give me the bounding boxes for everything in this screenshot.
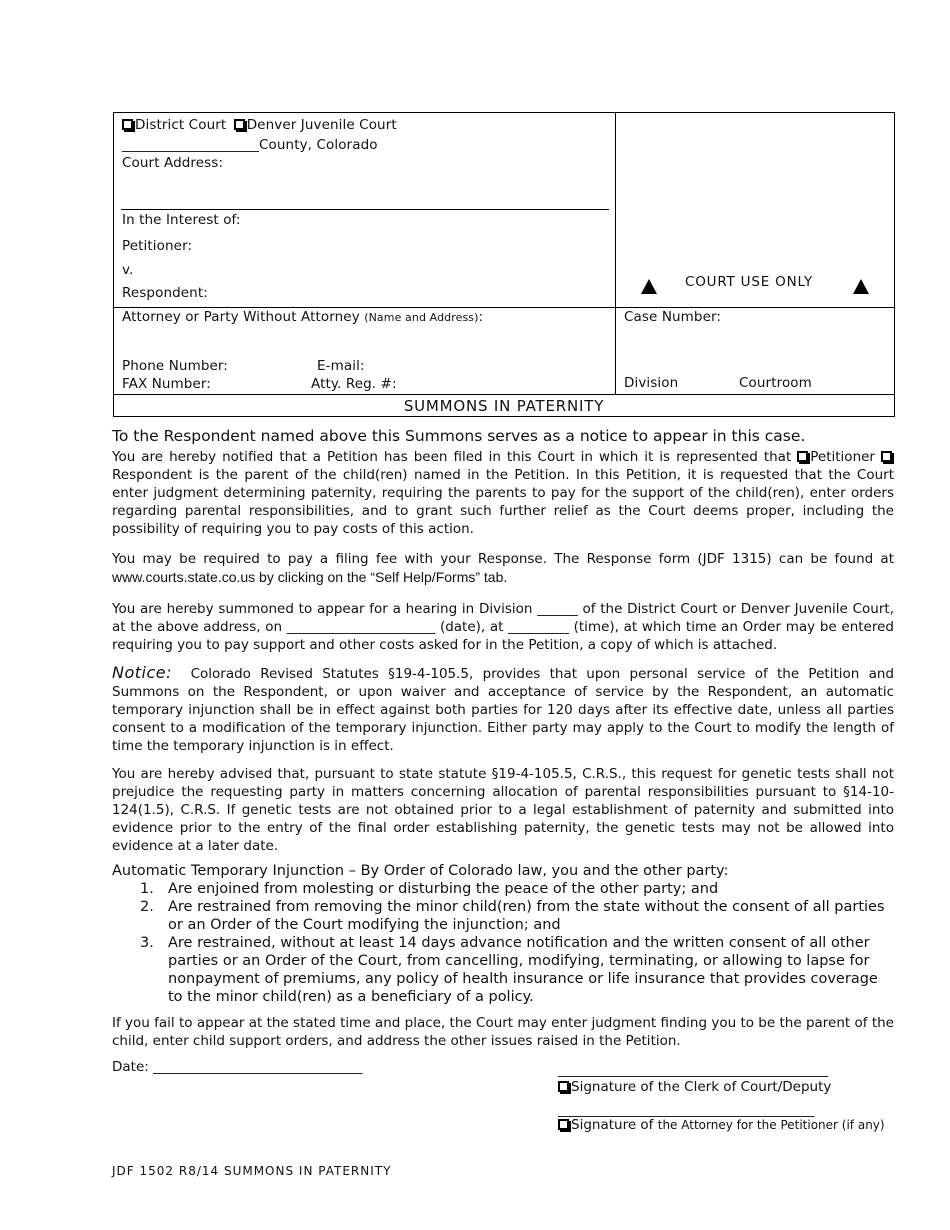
respondent-checkbox[interactable] [881, 451, 892, 462]
list-number: 1. [140, 881, 154, 897]
attorney-signature-label [558, 1117, 885, 1134]
attorney-sig-text-a: Signature of [571, 1117, 654, 1133]
attorney-signature-line[interactable]: ______________________________________ [558, 1102, 815, 1118]
petition-text-a: You are hereby notified that a Petition has been filed in this Court in which it is represented that [112, 449, 792, 465]
courts-website-link[interactable]: www.courts.state.co.us by clicking on the “Self Help/Forms” tab. [112, 569, 508, 585]
case-number-label: Case Number: [624, 309, 722, 325]
list-text: Are restrained, without at least 14 days advance notification and the written consent of all other parties or an Order of the Court, from cancelling, modifying, terminating, or allowing to lapse for nonpayment of premiums, any policy of health insurance or life insurance that provides coverage to the minor child(ren) as a beneficiary of a policy. [168, 935, 878, 1005]
court-selection [122, 117, 397, 134]
court-address-label: Court Address: [122, 155, 224, 171]
petitioner-label: Petitioner: [122, 238, 193, 254]
genetic-tests-paragraph: You are hereby advised that, pursuant to state statute §19-4-105.5, C.R.S., this request for genetic tests shall not prejudice the requesting party in matters concerning allocation of parental responsibilities pursuant to §14-10-124(1.5), C.R.S. If genetic tests are not obtained prior to a legal establishment of paternity and submitted into evidence prior to the entry of the final order establishing paternity, the genetic tests may not be allowed into evidence at a later date. [112, 766, 894, 854]
attorney-label-text: Attorney or Party Without Attorney [122, 309, 360, 325]
petition-paragraph [112, 448, 894, 538]
form-title: SUMMONS IN PATERNITY [403, 397, 605, 415]
column-divider [615, 113, 616, 395]
juvenile-court-label: Denver Juvenile Court [246, 117, 397, 133]
county-line[interactable]: ____________________County, Colorado [122, 137, 378, 153]
row-divider [114, 307, 894, 308]
interest-label: In the Interest of: [122, 212, 241, 228]
caption-box [113, 112, 895, 417]
list-text: Are enjoined from molesting or disturbing the peace of the other party; and [168, 881, 719, 897]
respondent-option: Respondent [112, 467, 193, 483]
list-text: Are restrained from removing the minor child(ren) from the state without the consent of all parties or an Order of the Court modifying the injunction; and [168, 899, 885, 933]
clerk-signature-label [558, 1079, 831, 1096]
injunction-heading: Automatic Temporary Injunction – By Order of Colorado law, you and the other party: [112, 863, 729, 879]
attorney-sig-text-b: the Attorney for the Petitioner (if any) [657, 1118, 885, 1132]
email-label: E-mail: [317, 358, 365, 374]
courtroom-label: Courtroom [739, 375, 812, 391]
phone-label: Phone Number: [122, 358, 228, 374]
notice-text: Colorado Revised Statutes §19-4-105.5, provides that upon personal service of the Petition and Summons on the Respondent, or upon waiver and acceptance of service by the Respondent, an automatic temporary injunction shall be in effect against both parties for 120 days after its effective date, unless all parties consent to a modification of the temporary injunction. Either party may apply to the Court to modify the length of time the temporary injunction is in effect. [112, 666, 894, 754]
division-label: Division [624, 375, 679, 391]
petitioner-checkbox[interactable] [797, 451, 808, 462]
up-arrow-icon [641, 279, 657, 294]
attorney-checkbox[interactable] [558, 1119, 569, 1130]
notice-paragraph [112, 664, 894, 755]
district-court-checkbox[interactable] [122, 119, 133, 130]
notice-word: Notice: [112, 663, 173, 682]
up-arrow-icon [853, 279, 869, 294]
clerk-label-text: Signature of the Clerk of Court/Deputy [571, 1079, 832, 1095]
atty-reg-label: Atty. Reg. #: [311, 376, 397, 392]
district-court-label: District Court [135, 117, 227, 133]
lead-sentence: To the Respondent named above this Summons serves as a notice to appear in this case. [112, 427, 806, 445]
failure-to-appear-paragraph: If you fail to appear at the stated time and place, the Court may enter judgment finding you to be the parent of the child, enter child support orders, and address the other issues raised in the Petition. [112, 1015, 894, 1049]
attorney-note: (Name and Address) [364, 311, 479, 324]
court-use-only-label: COURT USE ONLY [685, 274, 814, 290]
form-footer: JDF 1502 R8/14 SUMMONS IN PATERNITY [112, 1164, 392, 1178]
date-field[interactable]: Date: _______________________________ [112, 1059, 363, 1075]
respondent-label: Respondent: [122, 285, 208, 301]
versus-label: v. [122, 262, 134, 278]
fax-label: FAX Number: [122, 376, 211, 392]
filing-fee-paragraph [112, 550, 894, 587]
hearing-paragraph: You are hereby summoned to appear for a hearing in Division ______ of the District Court or Denver Juvenile Court, at the above address, on ______________________ (date), at _________ (time), at which time an Order may be entered requiring you to pay support and other costs asked for in the Petition, a copy of which is attached. [112, 601, 894, 653]
filing-fee-text: You may be required to pay a filing fee with your Response. The Response form (JDF 1315) can be found at [112, 551, 894, 567]
list-number: 3. [140, 935, 154, 951]
juvenile-court-checkbox[interactable] [234, 119, 245, 130]
petitioner-option: Petitioner [810, 449, 875, 465]
court-separator [121, 209, 609, 210]
list-number: 2. [140, 899, 154, 915]
petition-text-b: is the parent of the child(ren) named in the Petition. In this Petition, it is requested that the Court enter judgment determining paternity, requiring the parents to pay for the support of the child(ren), enter orders regarding parental responsibilities, and to grant such further relief as the Court deems proper, including the possibility of requiring you to pay costs of this action. [112, 467, 894, 537]
attorney-colon: : [478, 309, 484, 325]
clerk-checkbox[interactable] [558, 1081, 569, 1092]
attorney-label [122, 309, 483, 326]
clerk-signature-line[interactable]: ________________________________________ [558, 1062, 828, 1078]
